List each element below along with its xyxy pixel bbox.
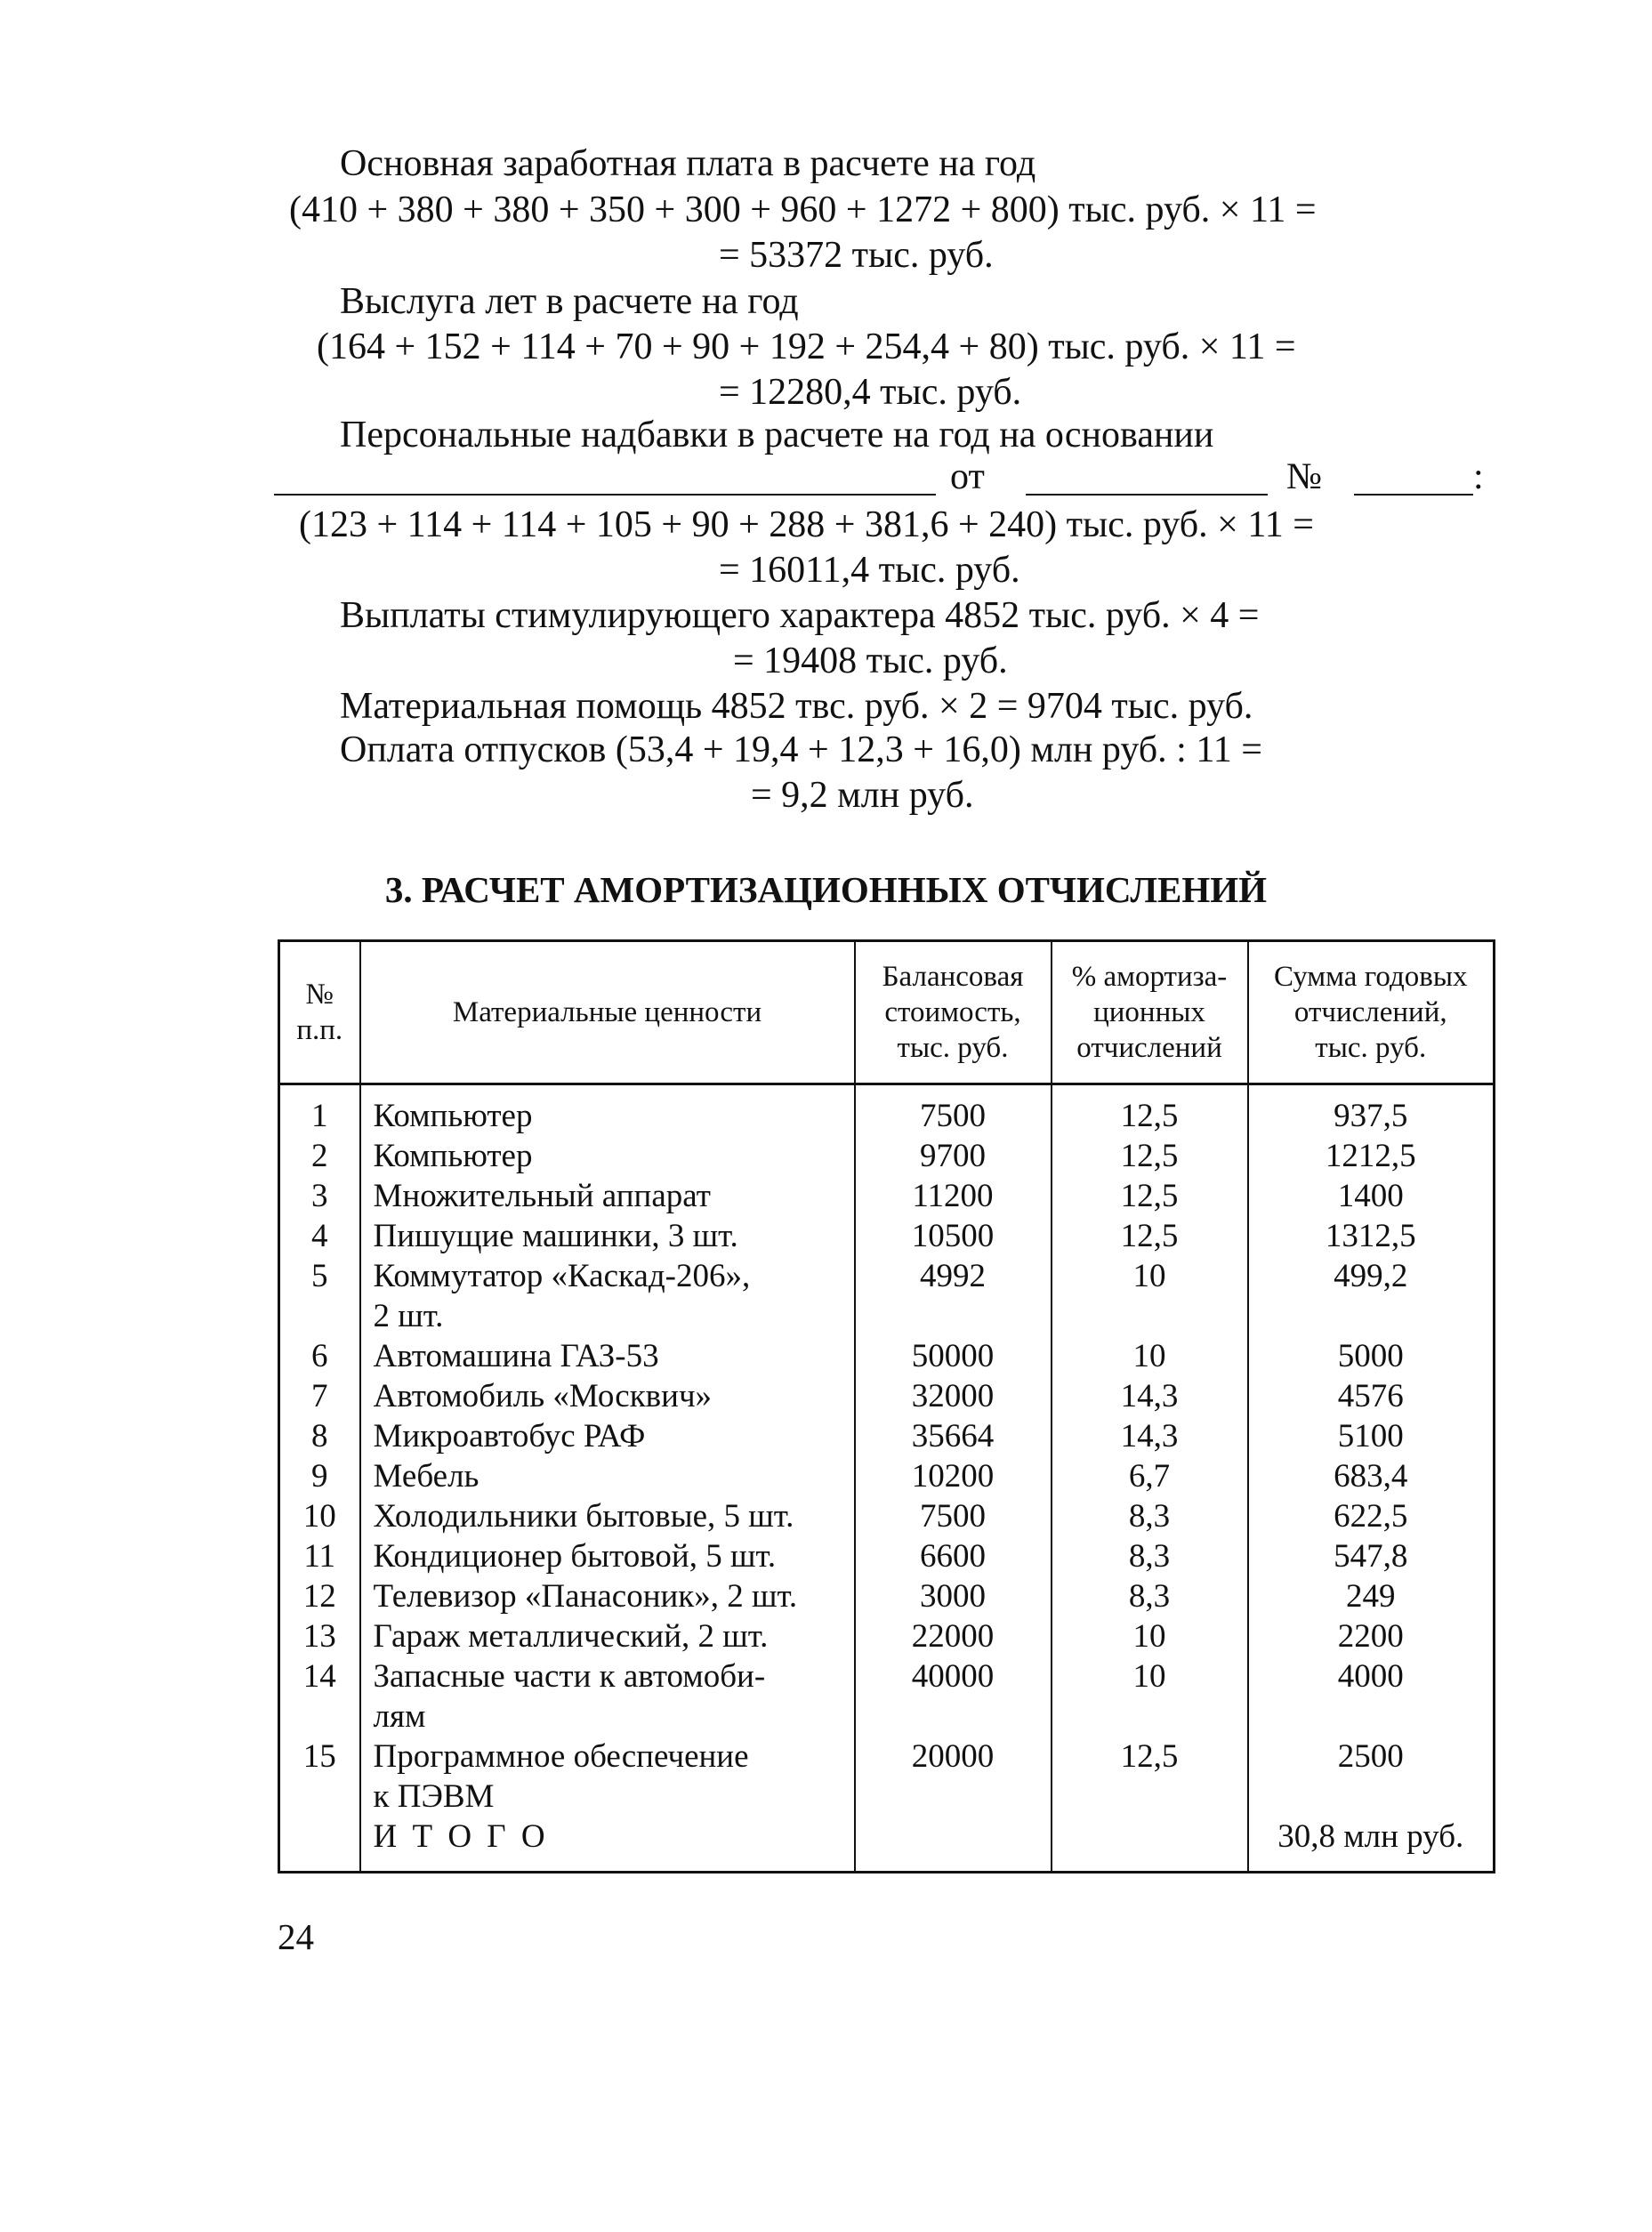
calc-line-incentive-formula: Выплаты стимулирующего характера 4852 тыс. руб. × 4 = [340,595,1260,636]
cell-sum: 622,5 [1248,1496,1495,1536]
calc-line-personal-bonus-heading: Персональные надбавки в расчете на год на основании [340,415,1214,455]
table-total-row [279,1817,1495,1873]
cell-rate: 12,5 [1052,1736,1248,1817]
cell-item-line: Микроавтобус РАФ [373,1418,646,1454]
header-sum-line: Сумма годовых [1274,961,1468,993]
cell-sum: 1400 [1248,1176,1495,1216]
basis-blank-number [1354,494,1473,496]
cell-item-line: Гараж металлический, 2 шт. [373,1618,769,1655]
table-row [279,1456,1495,1496]
cell-item [360,1416,855,1456]
page-number: 24 [278,1916,314,1957]
cell-num: 13 [279,1616,360,1656]
cell-num: 3 [279,1176,360,1216]
cell-cost: 11200 [855,1176,1052,1216]
cell-num: 7 [279,1376,360,1416]
basis-number-label: № [1286,456,1323,497]
basis-blank-date [1026,494,1268,496]
cell-item [360,1336,855,1376]
cell-item-line: Компьютер [373,1098,533,1134]
cell-item [360,1216,855,1256]
cell-sum: 249 [1248,1576,1495,1616]
cell-item-line: Автомашина ГАЗ-53 [373,1338,659,1374]
cell-cost: 7500 [855,1084,1052,1137]
header-depreciation-rate [1052,941,1248,1084]
calc-line-vacation-pay-formula: Оплата отпусков (53,4 + 19,4 + 12,3 + 16,0) млн руб. : 11 = [340,729,1262,770]
section-title: 3. РАСЧЕТ АМОРТИЗАЦИОННЫХ ОТЧИСЛЕНИЙ [384,869,1268,910]
header-num [279,941,360,1084]
cell-rate: 14,3 [1052,1416,1248,1456]
cell-rate: 10 [1052,1656,1248,1736]
cell-sum: 4000 [1248,1656,1495,1736]
calc-line-incentive-result: = 19408 тыс. руб. [733,641,1008,681]
cell-item [360,1736,855,1817]
cell-item [360,1576,855,1616]
cell-rate: 10 [1052,1336,1248,1376]
calc-line-seniority-result: = 12280,4 тыс. руб. [719,372,1022,413]
header-balance-cost [855,941,1052,1084]
header-cost-line: тыс. руб. [897,1032,1009,1064]
table-row [279,1616,1495,1656]
cell-item [360,1084,855,1137]
header-sum-line: тыс. руб. [1315,1032,1427,1064]
basis-from-label: от [950,456,985,497]
calc-line-seniority-heading: Выслуга лет в расчете на год [340,281,799,322]
calc-line-base-salary-formula: (410 + 380 + 380 + 350 + 300 + 960 + 1272 + 800) тыс. руб. × 11 = [289,189,1317,230]
cell-item [360,1256,855,1336]
cell-sum: 547,8 [1248,1536,1495,1576]
cell-item [360,1456,855,1496]
cell-cost: 32000 [855,1376,1052,1416]
cell-num: 9 [279,1456,360,1496]
cell-item-line: Запасные части к автомоби- [373,1658,766,1695]
table-row [279,1496,1495,1536]
cell-item-line: Программное обеспечение [373,1738,749,1775]
cell-sum: 683,4 [1248,1456,1495,1496]
cell-item-line: к ПЭВМ [373,1778,495,1815]
table-row [279,1576,1495,1616]
cell-item [360,1136,855,1176]
cell-item-line: лям [373,1698,426,1735]
basis-end-mark: : [1473,456,1484,497]
cell-num: 15 [279,1736,360,1817]
header-item-line: Материальные ценности [452,996,762,1028]
table-row [279,1656,1495,1736]
table-row [279,1336,1495,1376]
total-label-text: И Т О Г О [373,1818,549,1855]
cell-item-line: Компьютер [373,1138,533,1174]
cell-item [360,1536,855,1576]
cell-num [279,1817,360,1873]
header-sum-line: отчислений, [1293,996,1447,1028]
cell-num: 12 [279,1576,360,1616]
calc-line-vacation-pay-result: = 9,2 млн руб. [751,775,974,816]
header-cost-line: Балансовая [882,961,1024,993]
header-cost-line: стоимость, [884,996,1021,1028]
header-item [360,941,855,1084]
table-row [279,1256,1495,1336]
cell-cost: 35664 [855,1416,1052,1456]
cell-num: 5 [279,1256,360,1336]
table-row [279,1376,1495,1416]
calc-line-personal-bonus-result: = 16011,4 тыс. руб. [719,550,1020,591]
header-num-line: № [305,979,334,1011]
cell-sum: 5000 [1248,1336,1495,1376]
header-num-line: п.п. [296,1014,343,1046]
cell-sum: 499,2 [1248,1256,1495,1336]
cell-sum: 937,5 [1248,1084,1495,1137]
calc-line-material-aid: Материальная помощь 4852 твс. руб. × 2 = 9704 тыс. руб. [340,686,1253,727]
cell-rate: 12,5 [1052,1216,1248,1256]
cell-cost: 22000 [855,1616,1052,1656]
cell-item-line: Множительный аппарат [373,1178,711,1214]
cell-num: 10 [279,1496,360,1536]
table-row [279,1084,1495,1137]
cell-rate: 8,3 [1052,1576,1248,1616]
cell-cost: 3000 [855,1576,1052,1616]
calc-line-base-salary-heading: Основная заработная плата в расчете на год [340,143,1036,184]
cell-item-line: Кондиционер бытовой, 5 шт. [373,1538,777,1575]
cell-cost: 50000 [855,1336,1052,1376]
cell-item [360,1376,855,1416]
cell-cost: 4992 [855,1256,1052,1336]
cell-num: 6 [279,1336,360,1376]
cell-rate: 8,3 [1052,1536,1248,1576]
cell-cost: 6600 [855,1536,1052,1576]
cell-rate [1052,1817,1248,1873]
table-body [279,1084,1495,1873]
table-row [279,1216,1495,1256]
calc-line-base-salary-result: = 53372 тыс. руб. [719,235,994,276]
table-header-row [279,941,1495,1084]
cell-cost: 10500 [855,1216,1052,1256]
cell-rate: 10 [1052,1256,1248,1336]
cell-rate: 10 [1052,1616,1248,1656]
calc-line-seniority-formula: (164 + 152 + 114 + 70 + 90 + 192 + 254,4 + 80) тыс. руб. × 11 = [317,326,1296,367]
cell-rate: 12,5 [1052,1136,1248,1176]
cell-item [360,1176,855,1216]
cell-cost: 20000 [855,1736,1052,1817]
cell-sum: 2500 [1248,1736,1495,1817]
header-rate-line: % амортиза- [1071,961,1228,993]
cell-item-line: 2 шт. [373,1298,444,1334]
header-rate-line: ционных [1093,996,1205,1028]
table-row [279,1136,1495,1176]
cell-sum: 2200 [1248,1616,1495,1656]
header-annual-sum [1248,941,1495,1084]
cell-cost: 10200 [855,1456,1052,1496]
cell-num: 8 [279,1416,360,1456]
header-rate-line: отчислений [1076,1032,1222,1064]
basis-blank-document [274,494,936,496]
cell-rate: 14,3 [1052,1376,1248,1416]
cell-cost [855,1817,1052,1873]
cell-num: 11 [279,1536,360,1576]
total-label [360,1817,855,1873]
cell-cost: 9700 [855,1136,1052,1176]
cell-cost: 40000 [855,1656,1052,1736]
cell-num: 1 [279,1084,360,1137]
cell-item-line: Пишущие машинки, 3 шт. [373,1218,738,1254]
depreciation-table [278,939,1495,1873]
cell-item-line: Коммутатор «Каскад-206», [373,1258,751,1294]
cell-item-line: Холодильники бытовые, 5 шт. [373,1498,794,1535]
table-row [279,1176,1495,1216]
table-row [279,1536,1495,1576]
cell-num: 2 [279,1136,360,1176]
table-header [279,941,1495,1084]
cell-cost: 7500 [855,1496,1052,1536]
cell-num: 14 [279,1656,360,1736]
cell-item-line: Мебель [373,1458,479,1495]
cell-rate: 12,5 [1052,1084,1248,1137]
cell-rate: 12,5 [1052,1176,1248,1216]
total-sum: 30,8 млн руб. [1248,1817,1495,1873]
cell-sum: 1312,5 [1248,1216,1495,1256]
cell-item-line: Телевизор «Панасоник», 2 шт. [373,1578,798,1615]
cell-sum: 4576 [1248,1376,1495,1416]
table-row [279,1416,1495,1456]
cell-item-line: Автомобиль «Москвич» [373,1378,713,1414]
cell-item [360,1616,855,1656]
cell-item [360,1656,855,1736]
calc-line-personal-bonus-formula: (123 + 114 + 114 + 105 + 90 + 288 + 381,6 + 240) тыс. руб. × 11 = [299,504,1314,545]
cell-rate: 8,3 [1052,1496,1248,1536]
cell-item [360,1496,855,1536]
cell-sum: 1212,5 [1248,1136,1495,1176]
table-row [279,1736,1495,1817]
cell-rate: 6,7 [1052,1456,1248,1496]
cell-sum: 5100 [1248,1416,1495,1456]
cell-num: 4 [279,1216,360,1256]
